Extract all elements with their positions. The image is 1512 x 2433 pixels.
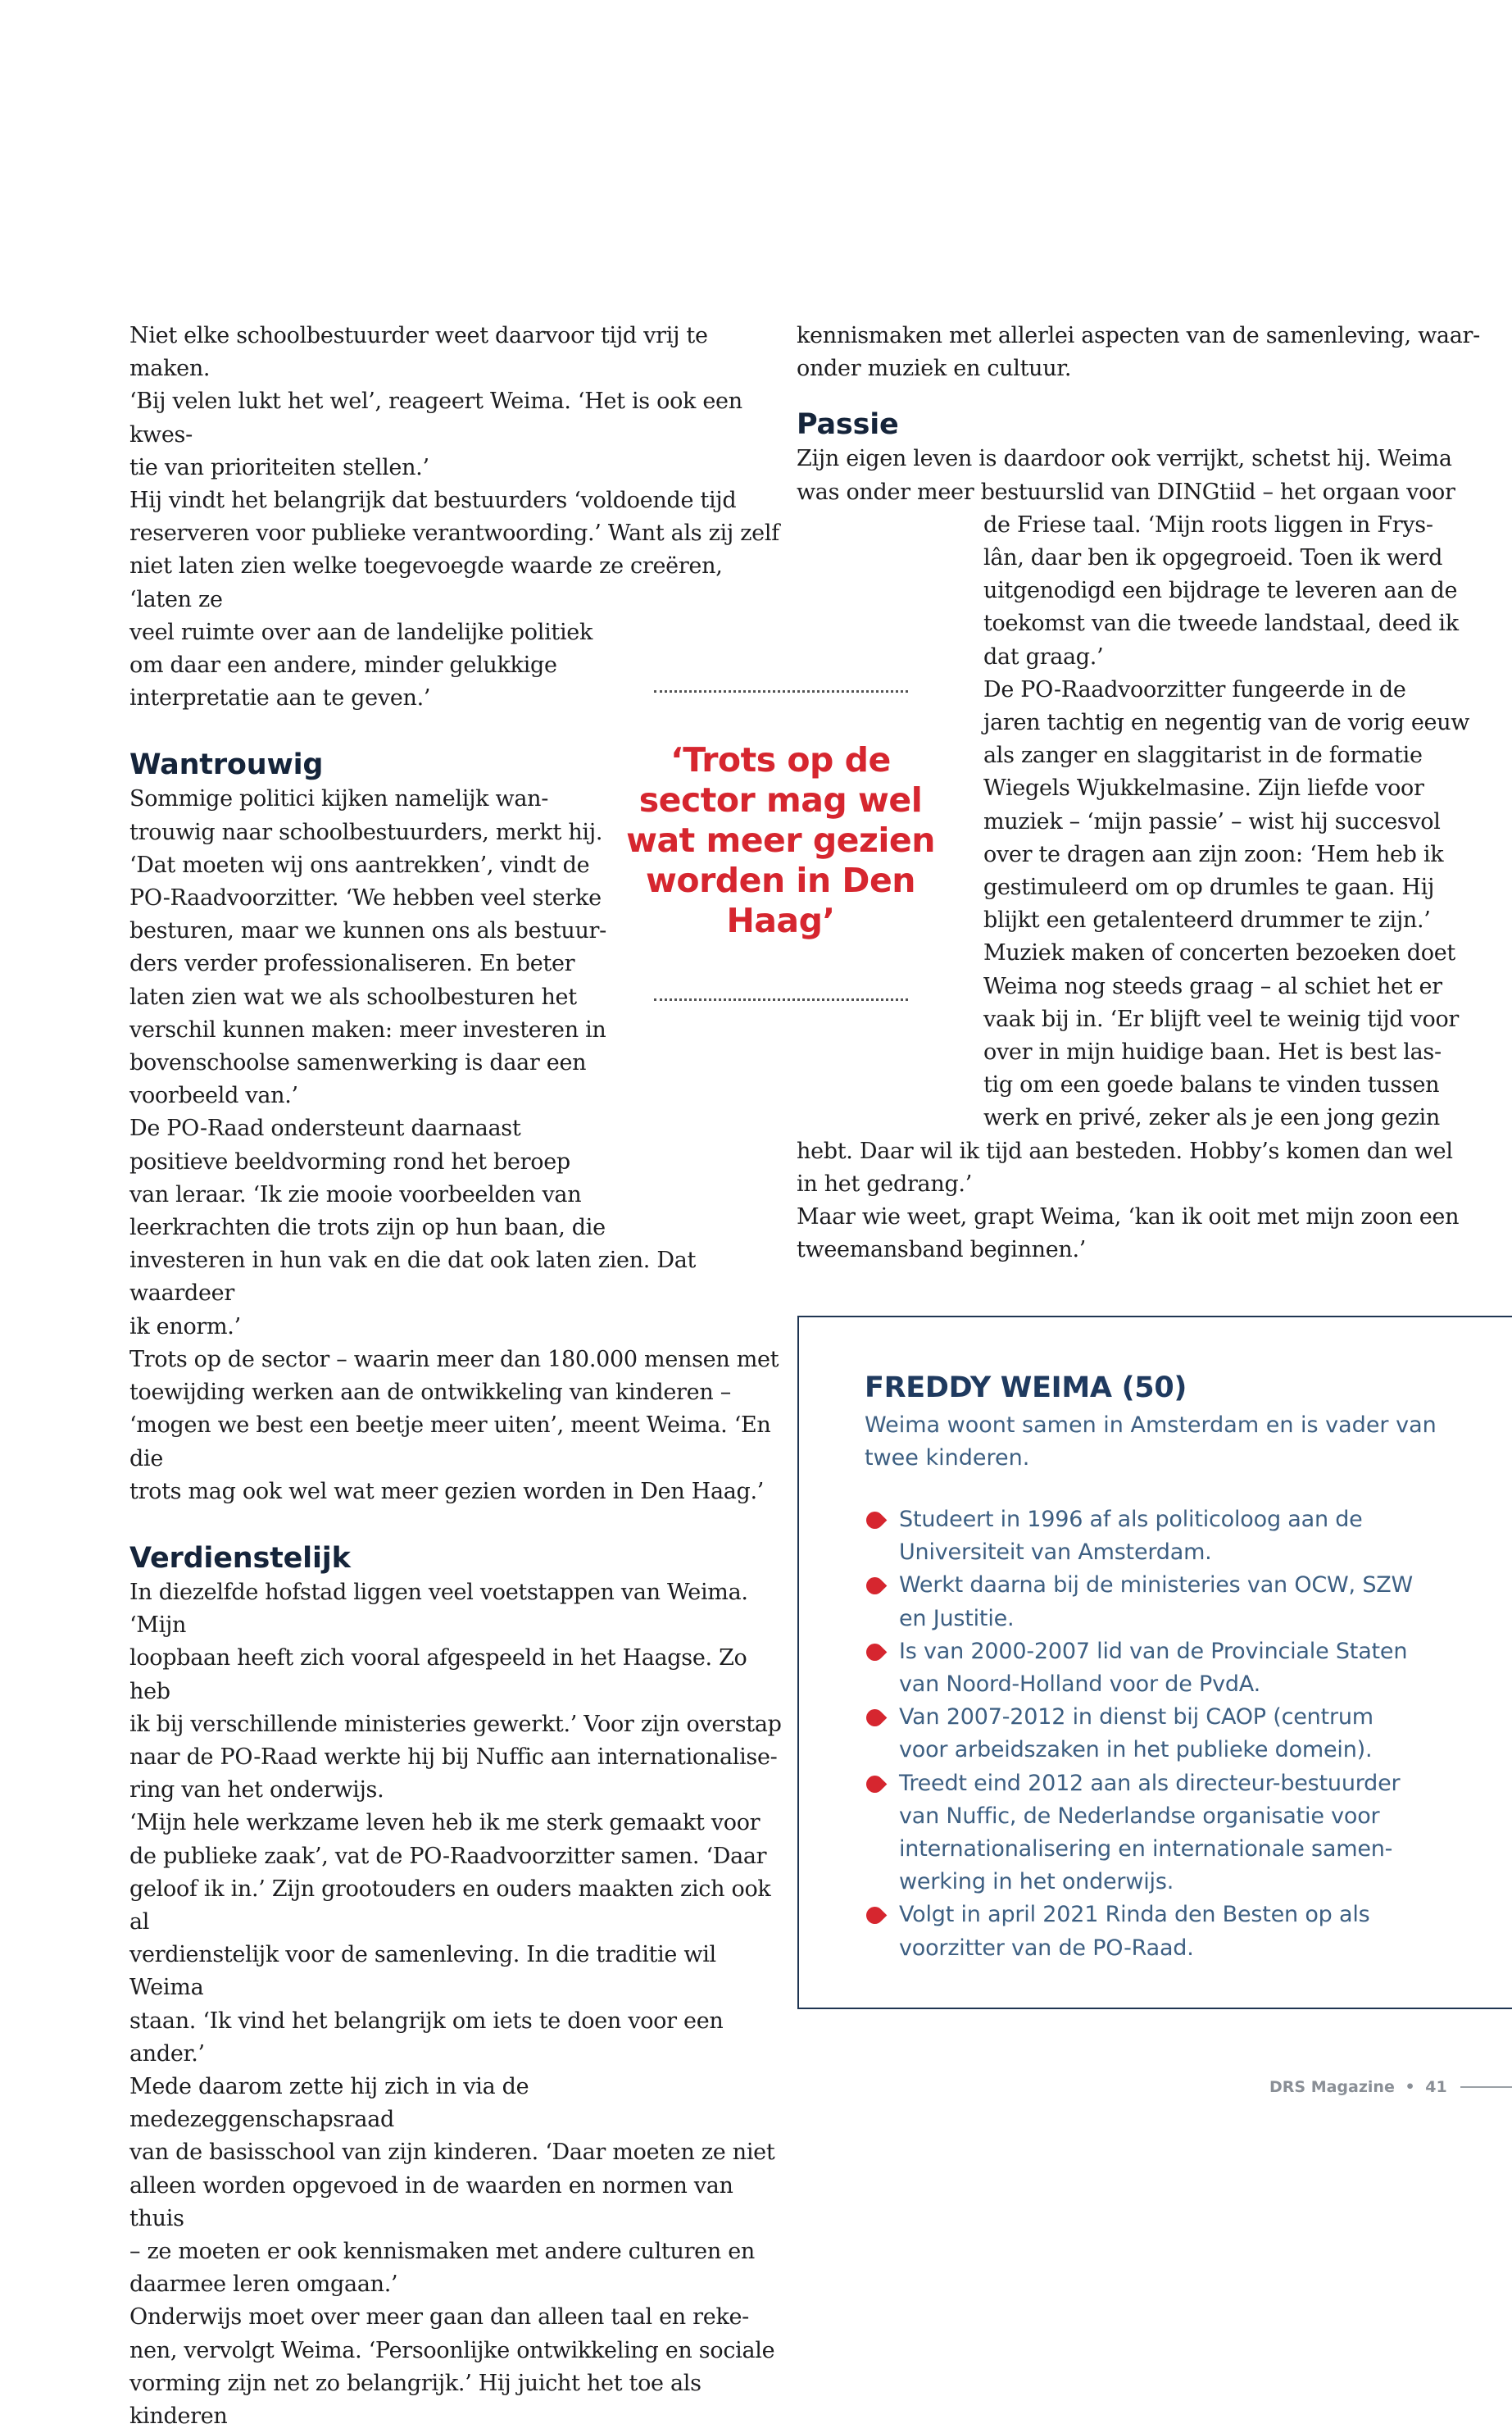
body-paragraph: Niet elke schoolbestuurder weet daarvoor tijd vrij te maken. ‘Bij velen lukt het wel’, reageert Weima. ‘Het is ook een kwes- tie van prioriteiten stellen.’ Hij vindt het belangrijk dat bestuurders ‘voldoende tijd reserveren voor publieke verantwoording.’ Want als zij zelf niet laten zien welke toegevoegde waarde ze creëren, ‘laten ze veel ruimte over aan de landelijke politiek om daar een andere, minder gelukkige interpretatie aan te geven.’ — [129, 323, 779, 712]
list-item: Treedt eind 2012 aan als directeur-bestuurder van Nuffic, de Nederlandse organisatie voor internationalisering en internationale samen- werking in het onderwijs. — [865, 1767, 1487, 1899]
body-paragraph-wrapped: de Friese taal. ‘Mijn roots liggen in Frys- lân, daar ben ik opgegroeid. Toen ik werd uitgenodigd een bijdrage te leveren aan de toekomst van die tweede landstaal, deed ik dat graag.’ De PO-Raadvoorzitter fungeerde in de jaren tachtig en negentig van de vorig eeuw als zanger en slaggitarist in de formatie Wiegels Wjukkelmasine. Zijn liefde voor muziek – ‘mijn passie’ – wist hij succesvol over te dragen aan zijn zoon: ‘Hem heb ik gestimuleerd om op drumles te gaan. Hij blijkt een getalenteerd drummer te zijn.’ Muziek maken of concerten bezoeken doet Weima nog steeds graag – al schiet het er vaak bij in. ‘Er blijft veel te weinig tijd voor over in mijn huidige baan. Het is best las- tig om een goede balans te vinden tussen werk en privé, zeker als je een jong gezin — [983, 512, 1470, 1131]
page-footer — [1269, 2078, 1447, 2096]
footer-separator: • — [1405, 2078, 1415, 2096]
profile-facts-list — [865, 1503, 1487, 1965]
bullet-icon — [863, 1771, 888, 1796]
left-column — [129, 320, 785, 2433]
body-paragraph: Sommige politici kijken namelijk wan- trouwig naar schoolbestuurders, merkt hij. ‘Dat moeten wij ons aantrekken’, vindt de PO-Raadvoorzitter. ‘We hebben veel sterke besturen, maar we kunnen ons als bestuur- ders verder professionaliseren. En beter laten zien wat we als schoolbesturen het verschil kunnen maken: meer investeren in bovenschoolse samenwerking is daar een voorbeeld van.’ De PO-Raad ondersteunt daarnaast positieve beeldvorming rond het beroep van leraar. ‘Ik zie mooie voorbeelden van leerkrachten die trots zijn op hun baan, die investeren in hun vak en die dat ook laten zien. Dat waardeer ik enorm.’ Trots op de sector – waarin meer dan 180.000 mensen met toewijding werken aan de ontwikkeling van kinderen – ‘mogen we best een beetje meer uiten’, meent Weima. ‘En die trots mag ook wel wat meer gezien worden in Den Haag.’ — [129, 786, 779, 1504]
profile-box — [797, 1316, 1512, 2009]
list-item: Volgt in april 2021 Rinda den Besten op als voorzitter van de PO-Raad. — [865, 1899, 1487, 1964]
list-item: Is van 2000-2007 lid van de Provinciale Staten van Noord-Holland voor de PvdA. — [865, 1635, 1487, 1701]
section-heading-passie: Passie — [797, 408, 899, 442]
list-item: Van 2007-2012 in dienst bij CAOP (centrum voor arbeidszaken in het publieke domein). — [865, 1701, 1487, 1767]
list-item: Werkt daarna bij de ministeries van OCW, SZW en Justitie. — [865, 1569, 1487, 1635]
bullet-icon — [863, 1706, 888, 1730]
bullet-icon — [863, 1903, 888, 1928]
right-column — [797, 320, 1485, 1267]
profile-intro: Weima woont samen in Amsterdam en is vader van twee kinderen. — [865, 1412, 1437, 1471]
section-heading-verdienstelijk: Verdienstelijk — [129, 1541, 351, 1575]
list-item: Studeert in 1996 af als politicoloog aan de Universiteit van Amsterdam. — [865, 1503, 1487, 1569]
body-paragraph: hebt. Daar wil ik tijd aan besteden. Hobby’s komen dan wel in het gedrang.’ Maar wie weet, grapt Weima, ‘kan ik ooit met mijn zoon een tweemansband beginnen.’ — [797, 1138, 1460, 1263]
section-heading-wantrouwig: Wantrouwig — [129, 748, 324, 782]
bullet-icon — [863, 1574, 888, 1599]
footer-rule — [1460, 2086, 1512, 2088]
page-number: 41 — [1425, 2078, 1447, 2096]
magazine-name: DRS Magazine — [1269, 2078, 1395, 2096]
bullet-icon — [863, 1508, 888, 1533]
profile-title: FREDDY WEIMA (50) — [865, 1371, 1187, 1404]
pull-quote: ‘Trots op de sector mag wel wat meer gezien worden in Den Haag’ — [626, 740, 935, 940]
body-paragraph: Zijn eigen leven is daardoor ook verrijkt, schetst hij. Weima was onder meer bestuurslid van DINGtiid – het orgaan voor — [797, 446, 1455, 505]
bullet-icon — [863, 1639, 888, 1664]
body-paragraph: In diezelfde hofstad liggen veel voetstappen van Weima. ‘Mijn loopbaan heeft zich vooral afgespeeld in het Haagse. Zo heb ik bij verschillende ministeries gewerkt.’ Voor zijn overstap naar de PO-Raad werkte hij bij Nuffic aan internationalise- ring van het onderwijs. ‘Mijn hele werkzame leven heb ik me sterk gemaakt voor de publieke zaak’, vat de PO-Raadvoorzitter samen. ‘Daar geloof ik in.’ Zijn grootouders en ouders maakten zich ook al verdienstelijk voor de samenleving. In die traditie wil Weima staan. ‘Ik vind het belangrijk om iets te doen voor een ander.’ Mede daarom zette hij zich in via de medezeggenschapsraad van de basisschool van zijn kinderen. ‘Daar moeten ze niet alleen worden opgevoed in de waarden en normen van thuis – ze moeten er ook kennismaken met andere culturen en daarmee leren omgaan.’ Onderwijs moet over meer gaan dan alleen taal en reke- nen, vervolgt Weima. ‘Persoonlijke ontwikkeling en sociale vorming zijn net zo belangrijk.’ Hij juicht het toe als kinderen — [129, 1579, 782, 2429]
body-paragraph: kennismaken met allerlei aspecten van de samenleving, waar- onder muziek en cultuur. — [797, 323, 1480, 382]
